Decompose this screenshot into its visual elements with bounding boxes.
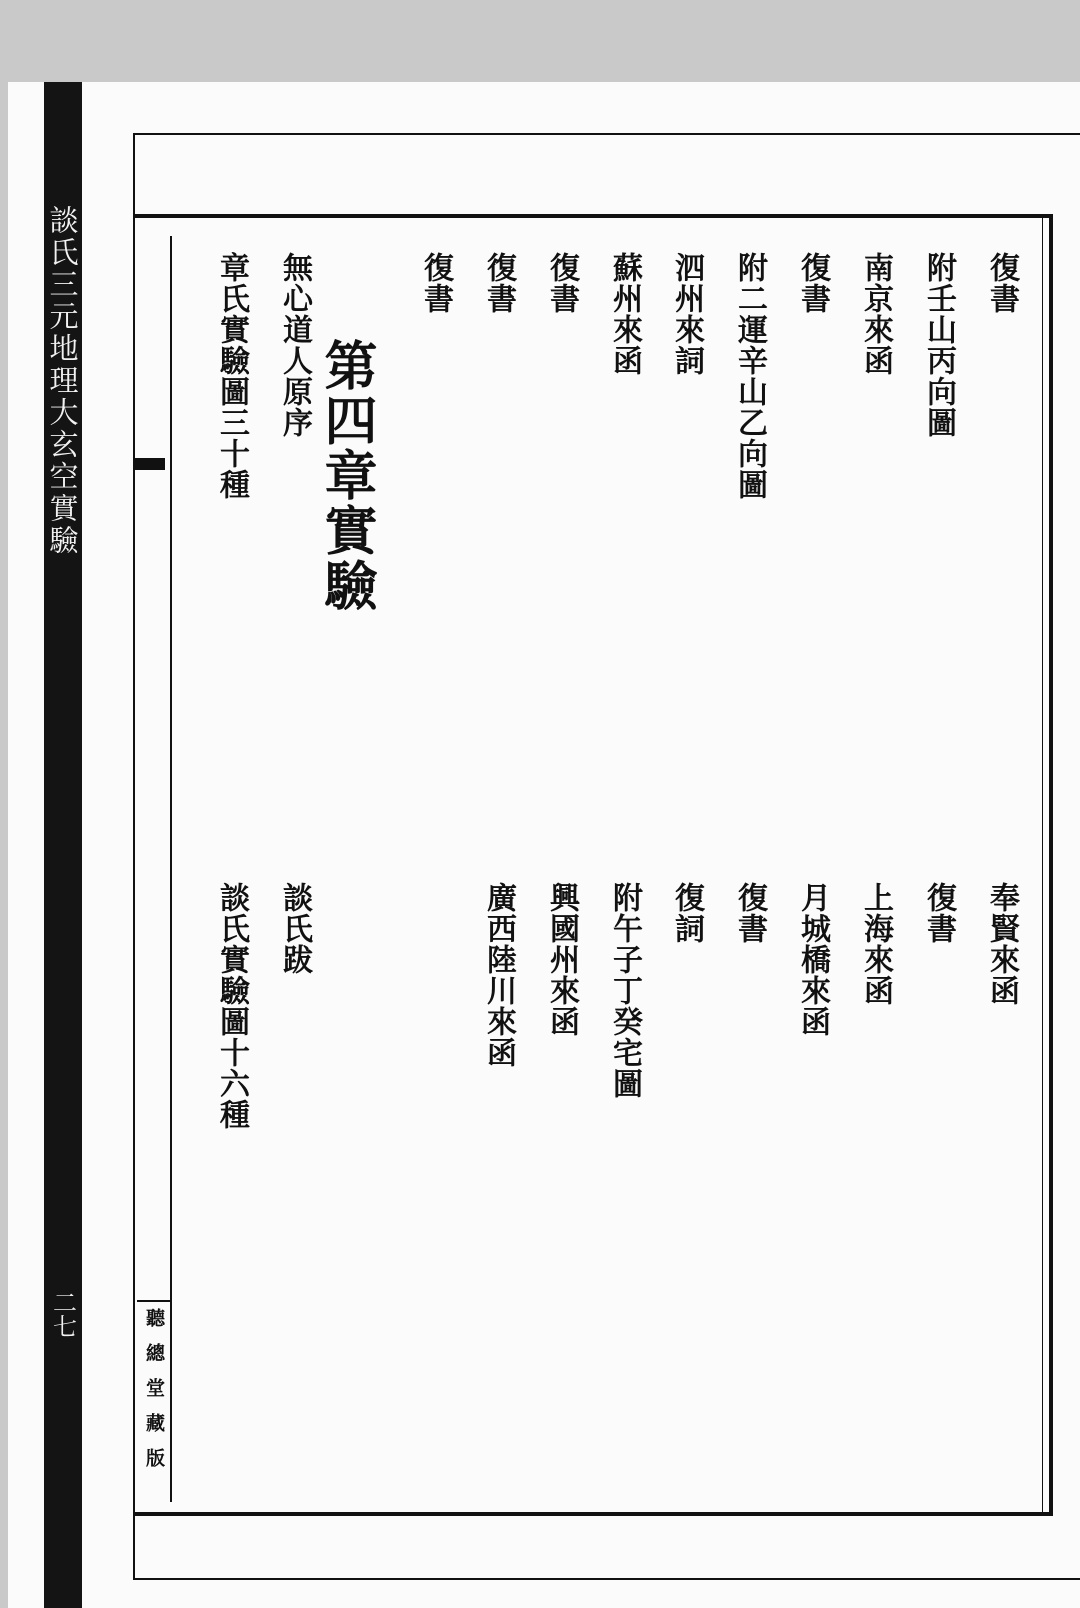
spine-page-number: 二七 (48, 1290, 77, 1338)
toc-upper-entry: 復書 (481, 252, 516, 314)
toc-upper-entry: 復書 (795, 252, 830, 314)
chapter-heading: 第四章實驗 (316, 338, 378, 613)
toc-lower-entry: 復書 (732, 882, 767, 944)
toc-lower-entry: 復詞 (669, 882, 704, 944)
toc-lower-entry: 興國州來函 (544, 882, 579, 1037)
toc-lower-entry: 上海來函 (858, 882, 893, 1006)
toc-upper-entry: 章氏實驗圖三十種 (214, 252, 249, 500)
outer-frame-top (133, 133, 1080, 135)
toc-upper-entry: 復書 (544, 252, 579, 314)
inner-frame-right (1049, 214, 1053, 1516)
fold-margin-line (170, 236, 172, 1502)
outer-frame-bottom (133, 1578, 1080, 1580)
toc-lower-entry: 復書 (921, 882, 956, 944)
toc-upper-entry: 復書 (984, 252, 1019, 314)
toc-upper-entry: 附壬山丙向圖 (921, 252, 956, 438)
toc-upper-entry: 南京來函 (858, 252, 893, 376)
publisher-imprint: 聽總堂藏版 (143, 1308, 165, 1483)
toc-lower-entry: 談氏跋 (277, 882, 312, 975)
toc-lower-entry: 廣西陸川來函 (481, 882, 516, 1068)
publisher-box-top (137, 1300, 170, 1302)
toc-upper-entry: 附二運辛山乙向圖 (732, 252, 767, 500)
toc-lower-entry: 談氏實驗圖十六種 (214, 882, 249, 1130)
toc-lower-entry: 奉賢來函 (984, 882, 1019, 1006)
toc-lower-entry: 月城橋來函 (795, 882, 830, 1037)
inner-frame-top (133, 214, 1052, 218)
toc-upper-entry: 無心道人原序 (277, 252, 312, 438)
outer-frame-left (133, 133, 135, 1580)
toc-upper-entry: 復書 (418, 252, 453, 314)
spine-title: 談氏三元地理大玄空實驗 (45, 205, 80, 557)
toc-upper-entry: 蘇州來函 (607, 252, 642, 376)
toc-upper-entry: 泗州來詞 (669, 252, 704, 376)
inner-frame-bottom (133, 1512, 1053, 1516)
toc-lower-entry: 附午子丁癸宅圖 (607, 882, 642, 1099)
inner-frame-right-thin (1042, 218, 1043, 1512)
fish-tail-mark (135, 458, 165, 470)
